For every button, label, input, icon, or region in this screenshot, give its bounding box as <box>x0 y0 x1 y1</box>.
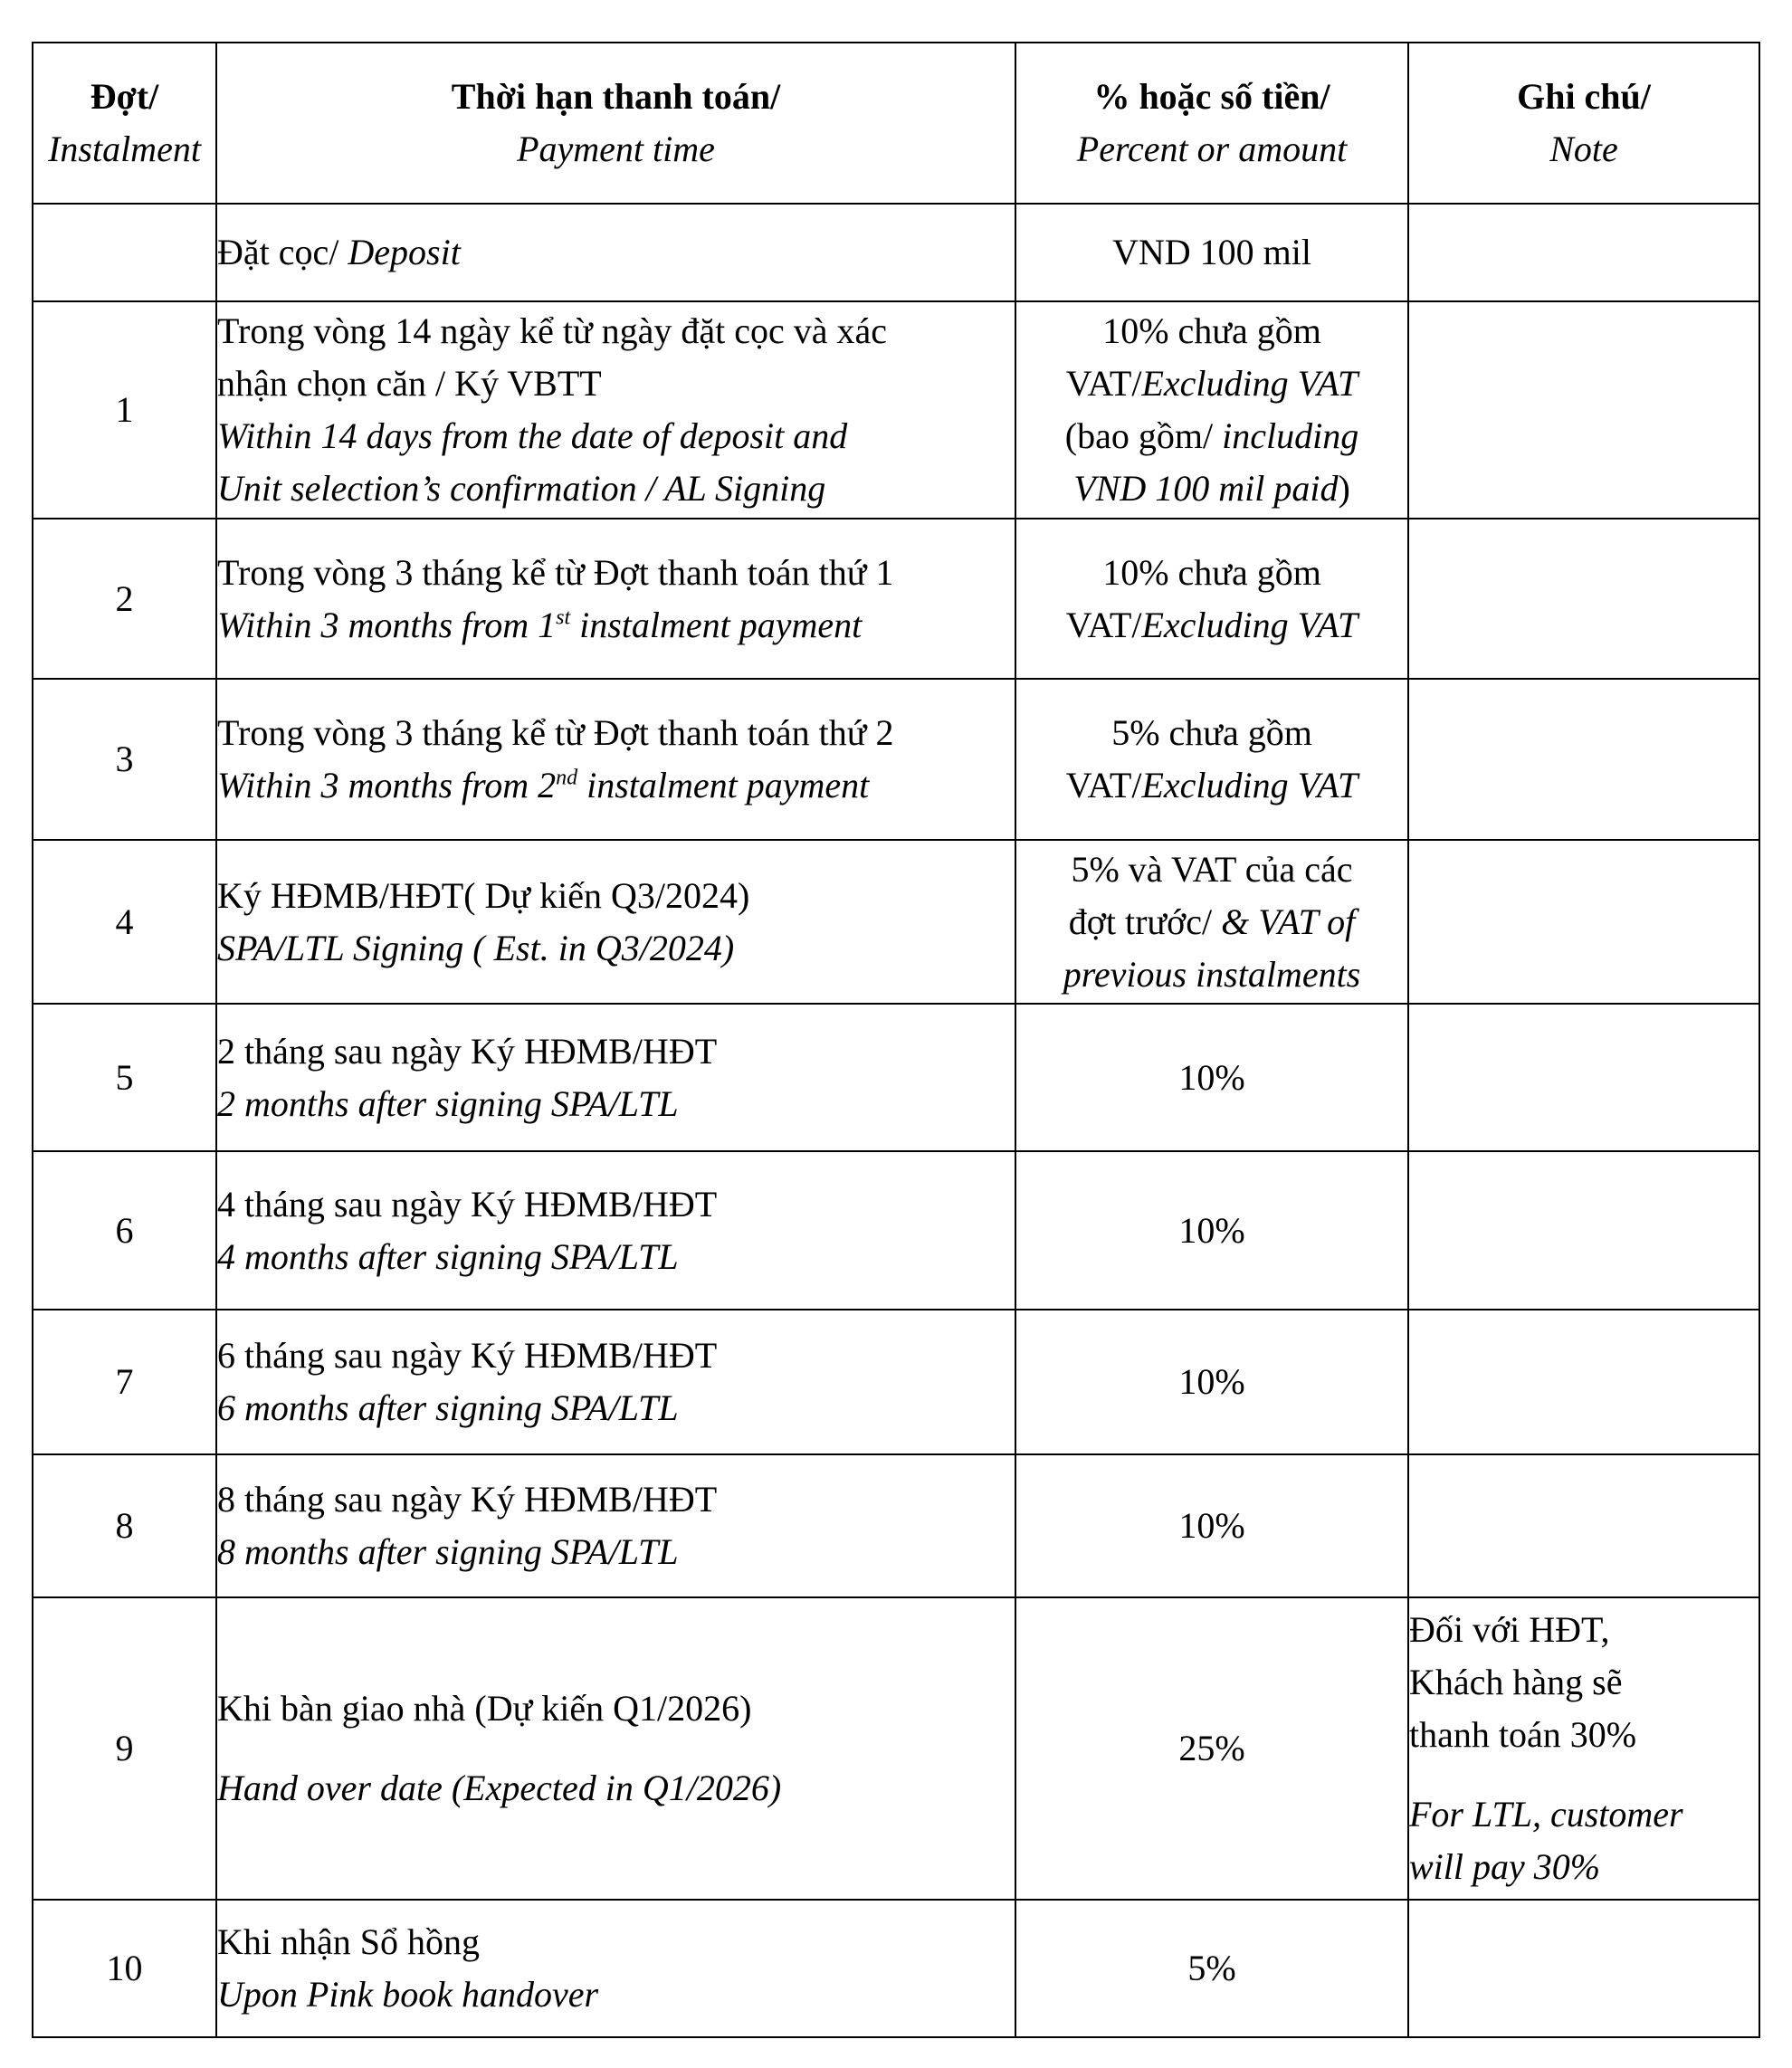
payment-time-cell: Đặt cọc/ Deposit <box>216 204 1015 301</box>
table-row-6 <box>33 1151 1759 1310</box>
amount-cell: 5% và VAT của các đợt trước/ & VAT of previous instalments <box>1015 840 1408 1004</box>
payment-time-cell: Trong vòng 14 ngày kể từ ngày đặt cọc và xác nhận chọn căn / Ký VBTT Within 14 days from the date of deposit and Unit selection’s confirmation / AL Signing <box>216 301 1015 519</box>
amount-cell: 10% <box>1015 1454 1408 1597</box>
amount-cell: 25% <box>1015 1597 1408 1900</box>
table-row-8 <box>33 1454 1759 1597</box>
table-row-9 <box>33 1597 1759 1900</box>
instalment-number: 7 <box>33 1310 216 1454</box>
payment-time-cell: 6 tháng sau ngày Ký HĐMB/HĐT 6 months after signing SPA/LTL <box>216 1310 1015 1454</box>
payment-time-cell: Khi nhận Sổ hồng Upon Pink book handover <box>216 1900 1015 2037</box>
payment-schedule-table <box>32 42 1760 2038</box>
note-cell <box>1408 840 1759 1004</box>
payment-time-cell: 2 tháng sau ngày Ký HĐMB/HĐT 2 months after signing SPA/LTL <box>216 1004 1015 1151</box>
table-row-7 <box>33 1310 1759 1454</box>
note-cell <box>1408 1900 1759 2037</box>
note-cell <box>1408 204 1759 301</box>
note-cell <box>1408 1310 1759 1454</box>
instalment-number: 1 <box>33 301 216 519</box>
table-row-10 <box>33 1900 1759 2037</box>
header-row <box>33 43 1759 204</box>
note-cell <box>1408 679 1759 840</box>
note-cell: Đối với HĐT, Khách hàng sẽ thanh toán 30% For LTL, customer will pay 30% <box>1408 1597 1759 1900</box>
amount-cell: 10% chưa gồm VAT/Excluding VAT (bao gồm/ including VND 100 mil paid) <box>1015 301 1408 519</box>
amount-cell: 10% chưa gồm VAT/Excluding VAT <box>1015 519 1408 679</box>
note-cell <box>1408 1004 1759 1151</box>
note-cell <box>1408 519 1759 679</box>
amount-cell: 5% <box>1015 1900 1408 2037</box>
note-cell <box>1408 1454 1759 1597</box>
instalment-number <box>33 204 216 301</box>
amount-cell: 10% <box>1015 1310 1408 1454</box>
instalment-number: 3 <box>33 679 216 840</box>
note-cell <box>1408 1151 1759 1310</box>
instalment-number: 9 <box>33 1597 216 1900</box>
header-payment-time: Thời hạn thanh toán/ Payment time <box>216 43 1015 204</box>
header-note: Ghi chú/ Note <box>1408 43 1759 204</box>
table-row-3 <box>33 679 1759 840</box>
table-row-5 <box>33 1004 1759 1151</box>
instalment-number: 10 <box>33 1900 216 2037</box>
header-amount: % hoặc số tiền/ Percent or amount <box>1015 43 1408 204</box>
table-row-1 <box>33 301 1759 519</box>
payment-time-cell: Ký HĐMB/HĐT( Dự kiến Q3/2024) SPA/LTL Signing ( Est. in Q3/2024) <box>216 840 1015 1004</box>
header-instalment: Đợt/ Instalment <box>33 43 216 204</box>
instalment-number: 6 <box>33 1151 216 1310</box>
amount-cell: 5% chưa gồm VAT/Excluding VAT <box>1015 679 1408 840</box>
table-row-4 <box>33 840 1759 1004</box>
payment-time-cell: Trong vòng 3 tháng kể từ Đợt thanh toán thứ 2 Within 3 months from 2nd instalment payment <box>216 679 1015 840</box>
instalment-number: 2 <box>33 519 216 679</box>
instalment-number: 5 <box>33 1004 216 1151</box>
instalment-number: 4 <box>33 840 216 1004</box>
payment-time-cell: Trong vòng 3 tháng kể từ Đợt thanh toán thứ 1 Within 3 months from 1st instalment payment <box>216 519 1015 679</box>
table-row-2 <box>33 519 1759 679</box>
payment-time-cell: 8 tháng sau ngày Ký HĐMB/HĐT 8 months after signing SPA/LTL <box>216 1454 1015 1597</box>
instalment-number: 8 <box>33 1454 216 1597</box>
table-row-deposit <box>33 204 1759 301</box>
note-cell <box>1408 301 1759 519</box>
amount-cell: 10% <box>1015 1004 1408 1151</box>
payment-time-cell: Khi bàn giao nhà (Dự kiến Q1/2026) Hand over date (Expected in Q1/2026) <box>216 1597 1015 1900</box>
amount-cell: VND 100 mil <box>1015 204 1408 301</box>
payment-time-cell: 4 tháng sau ngày Ký HĐMB/HĐT 4 months after signing SPA/LTL <box>216 1151 1015 1310</box>
amount-cell: 10% <box>1015 1151 1408 1310</box>
